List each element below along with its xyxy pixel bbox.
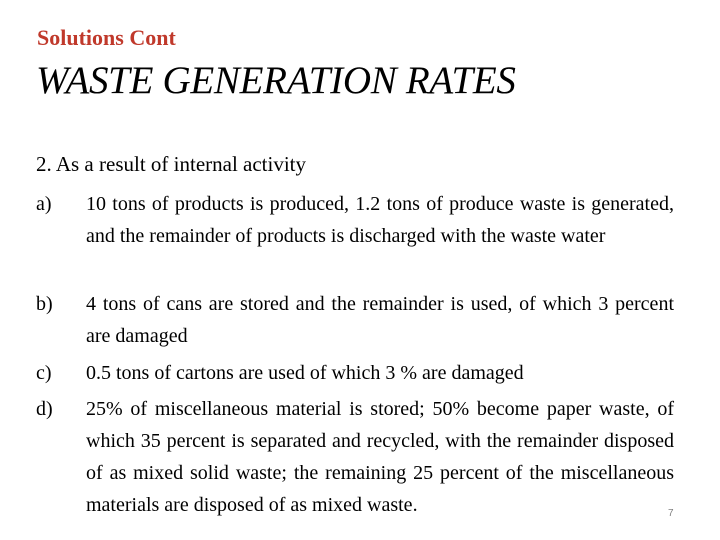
list-item-label: a): [36, 193, 52, 215]
slide-title: WASTE GENERATION RATES: [36, 59, 516, 102]
list-item-text: 10 tons of products is produced, 1.2 tons of produce waste is generated, and the remainder of products is discharged with the waste water: [86, 193, 674, 247]
list-item-c: [36, 357, 676, 389]
page-number: 7: [668, 508, 674, 519]
list-item-text: 25% of miscellaneous material is stored; 50% become paper waste, of which 35 percent is separated and recycled, with the remainder disposed of as mixed solid waste; the remaining 25 percent of the miscellaneous materials are disposed of as mixed waste.: [86, 398, 674, 516]
list-item-text: 0.5 tons of cartons are used of which 3 % are damaged: [86, 362, 524, 384]
list-item-label: d): [36, 398, 53, 420]
intro-text: 2. As a result of internal activity: [36, 152, 307, 176]
slide-subtitle: Solutions Cont: [37, 25, 176, 50]
list-item-d: [36, 393, 676, 521]
list-item-b: [36, 288, 676, 352]
list-item-text: 4 tons of cans are stored and the remainder is used, of which 3 percent are damaged: [86, 293, 674, 347]
list-item-label: b): [36, 293, 53, 315]
list-item-label: c): [36, 362, 52, 384]
list-item-a: [36, 188, 676, 252]
